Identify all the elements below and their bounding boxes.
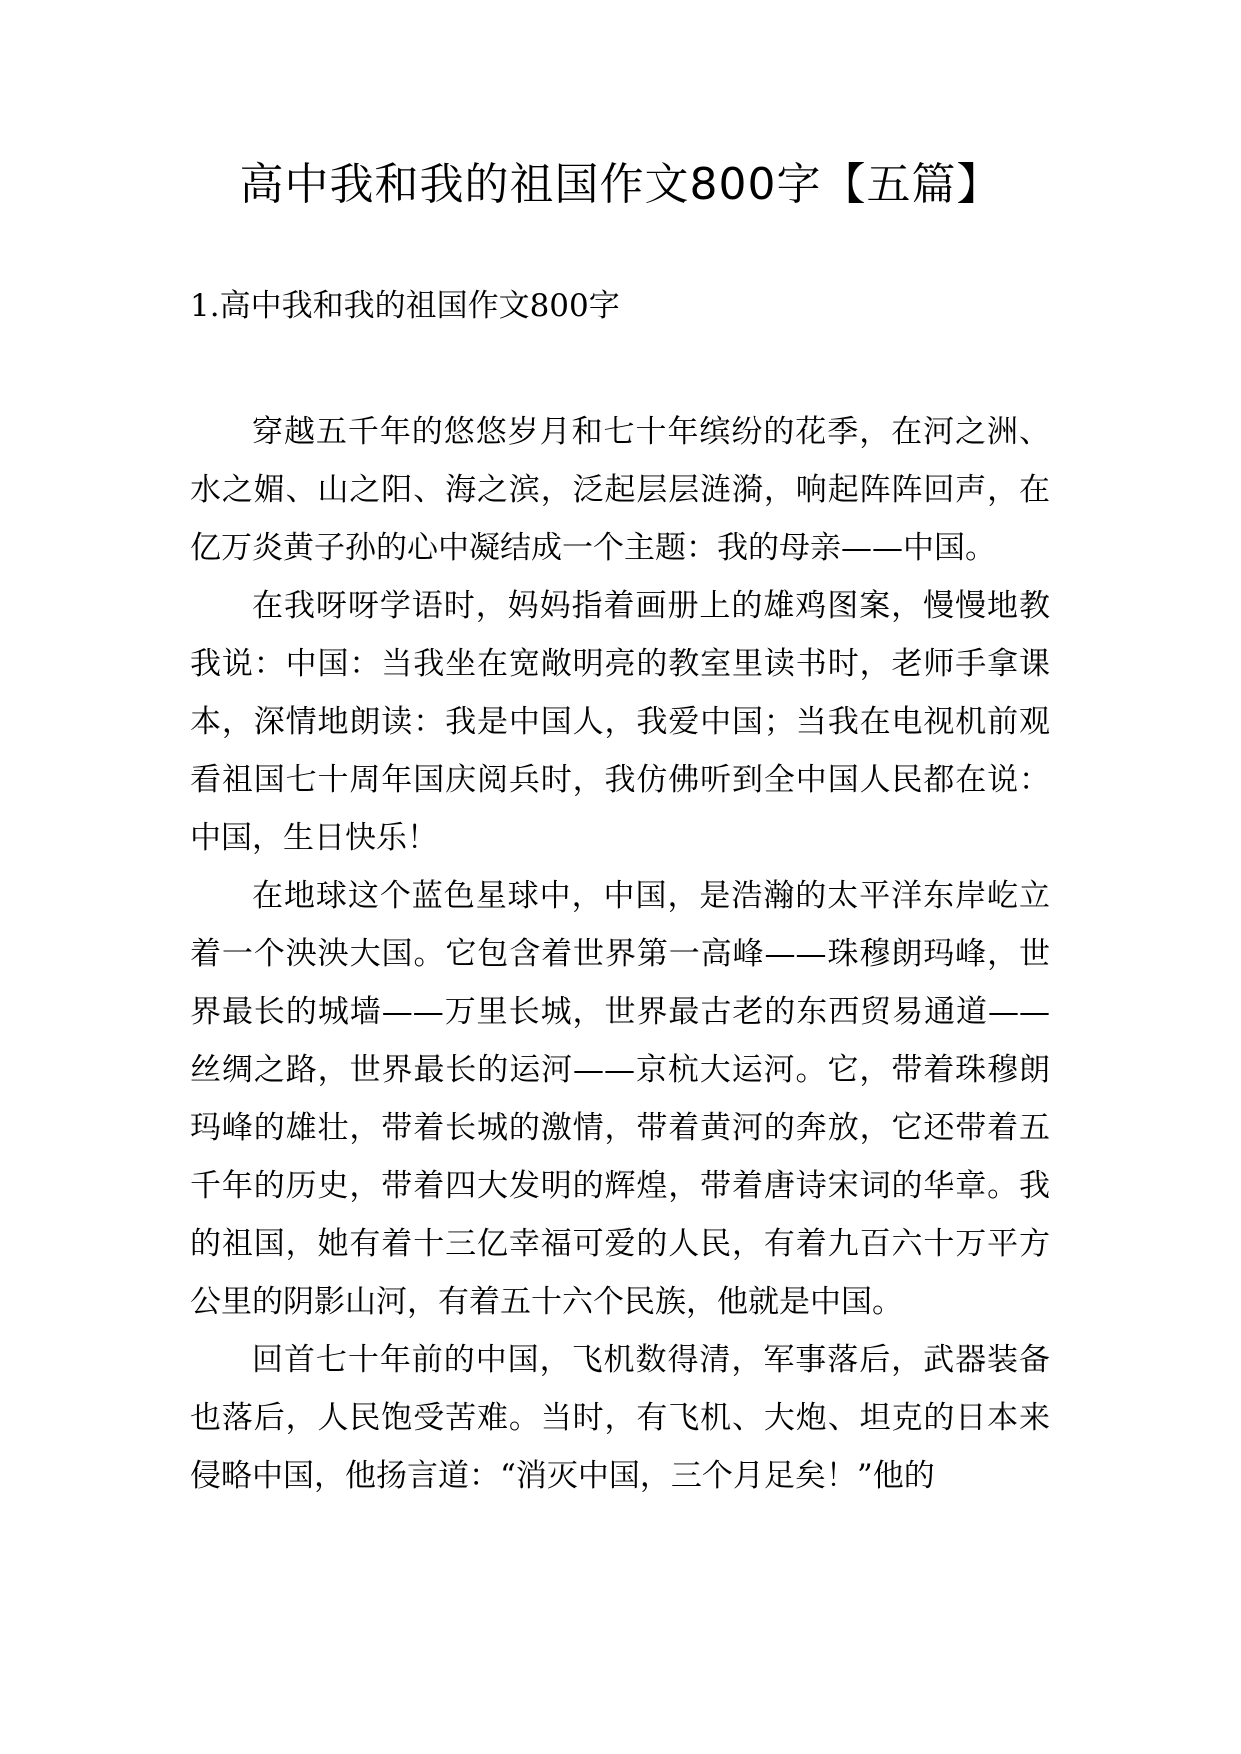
essay-body [190,403,1050,1505]
paragraph-3: 在地球这个蓝色星球中，中国，是浩瀚的太平洋东岸屹立着一个泱泱大国。它包含着世界第一高峰——珠穆朗玛峰，世界最长的城墙——万里长城，世界最古老的东西贸易通道——丝绸之路，世界最长的运河——京杭大运河。它，带着珠穆朗玛峰的雄壮，带着长城的激情，带着黄河的奔放，它还带着五千年的历史，带着四大发明的辉煌，带着唐诗宋词的华章。我的祖国，她有着十三亿幸福可爱的人民，有着九百六十万平方公里的阴影山河，有着五十六个民族，他就是中国。 [190,878,1050,1320]
section-heading: 1.高中我和我的祖国作文800字 [190,288,620,324]
paragraph-1: 穿越五千年的悠悠岁月和七十年缤纷的花季，在河之洲、水之媚、山之阳、海之滨，泛起层层涟漪，响起阵阵回声，在亿万炎黄子孙的心中凝结成一个主题：我的母亲——中国。 [190,414,1050,566]
document-title: 高中我和我的祖国作文800字【五篇】 [239,159,1002,210]
paragraph-2: 在我呀呀学语时，妈妈指着画册上的雄鸡图案，慢慢地教我说：中国：当我坐在宽敞明亮的教室里读书时，老师手拿课本，深情地朗读：我是中国人，我爱中国；当我在电视机前观看祖国七十周年国庆阅兵时，我仿佛听到全中国人民都在说：中国，生日快乐！ [190,588,1050,856]
paragraph-4: 回首七十年前的中国，飞机数得清，军事落后，武器装备也落后，人民饱受苦难。当时，有飞机、大炮、坦克的日本来侵略中国，他扬言道：“消灭中国，三个月足矣！”他的 [190,1342,1050,1494]
